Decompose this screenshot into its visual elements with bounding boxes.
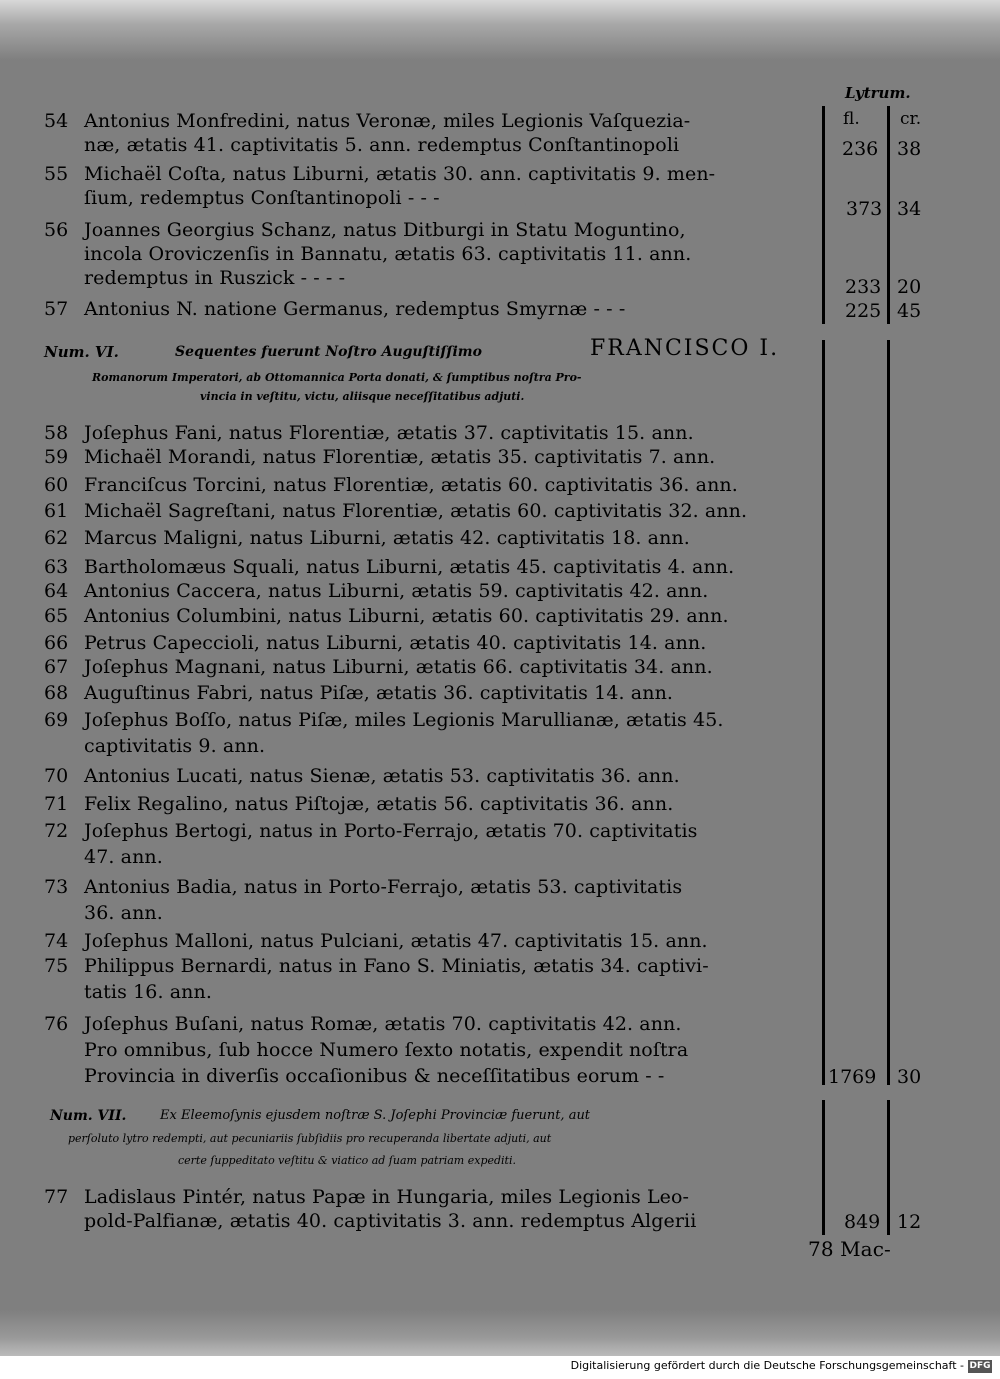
amount-cr: 38 xyxy=(897,138,922,160)
entry-number: 77 xyxy=(44,1186,69,1208)
amount-fl: 236 xyxy=(842,138,879,160)
column-rule-left xyxy=(822,1100,825,1235)
section-subtitle: certe ſuppeditato veſtitu & viatico ad ſuam patriam expediti. xyxy=(178,1154,516,1167)
amount-fl: 225 xyxy=(845,300,882,322)
amount-fl: 233 xyxy=(845,276,882,298)
entry-line: pold-Palfianæ, ætatis 40. captivitatis 3. ann. redemptus Algerii xyxy=(84,1210,697,1232)
entry-number: 68 xyxy=(44,682,69,704)
entry-number: 64 xyxy=(44,580,69,602)
entry-number: 56 xyxy=(44,219,69,241)
entry-number: 65 xyxy=(44,605,69,627)
entry-line: Franciſcus Torcini, natus Florentiæ, ætatis 60. captivitatis 36. ann. xyxy=(84,474,738,496)
column-rule-left xyxy=(822,106,825,324)
entry-number: 55 xyxy=(44,163,69,185)
section-name: FRANCISCO I. xyxy=(590,336,780,361)
entry-number: 54 xyxy=(44,110,69,132)
entry-number: 67 xyxy=(44,656,69,678)
column-rule-mid xyxy=(887,340,890,1085)
entry-number: 76 xyxy=(44,1013,69,1035)
entry-line: incola Oroviczenſis in Bannatu, ætatis 63. captivitatis 11. ann. xyxy=(84,243,692,265)
section-subtitle: perſoluto lytro redempti, aut pecuniariis ſubſidiis pro recuperanda libertate adjuti, aut xyxy=(68,1132,552,1145)
entry-number: 59 xyxy=(44,446,69,468)
entry-line: Antonius Badia, natus in Porto-Ferrajo, ætatis 53. captivitatis xyxy=(84,876,683,898)
column-rule-mid xyxy=(887,106,890,324)
amount-fl: 849 xyxy=(844,1211,881,1233)
entry-line: Antonius Monfredini, natus Veronæ, miles Legionis Vaſquezia- xyxy=(84,110,691,132)
entry-line: Antonius N. natione Germanus, redemptus Smyrnæ - - - xyxy=(84,298,626,320)
entry-line: Joſephus Fani, natus Florentiæ, ætatis 37. captivitatis 15. ann. xyxy=(84,422,694,444)
entry-number: 75 xyxy=(44,955,69,977)
amount-cr: 30 xyxy=(897,1066,922,1088)
section-label: Num. VII. xyxy=(50,1108,127,1124)
entry-number: 71 xyxy=(44,793,69,815)
entry-line: 47. ann. xyxy=(84,846,163,868)
entry-number: 62 xyxy=(44,527,69,549)
entry-line: tatis 16. ann. xyxy=(84,981,212,1003)
footer-bar xyxy=(0,1356,1000,1379)
section-subtitle: Romanorum Imperatori, ab Ottomannica Porta donati, & ſumptibus noſtra Pro- xyxy=(92,371,582,384)
section-title: Sequentes fuerunt Noſtro Auguſtiſſimo xyxy=(175,344,482,360)
entry-line: Michaël Coſta, natus Liburni, ætatis 30. ann. captivitatis 9. men- xyxy=(84,163,716,185)
entry-line: Petrus Capeccioli, natus Liburni, ætatis 40. captivitatis 14. ann. xyxy=(84,632,707,654)
amount-fl: 1769 xyxy=(828,1066,877,1088)
amount-fl: 373 xyxy=(846,198,883,220)
section-label: Num. VI. xyxy=(44,343,119,361)
entry-line: Pro omnibus, ſub hocce Numero ſexto notatis, expendit noſtra xyxy=(84,1039,689,1061)
entry-line: næ, ætatis 41. captivitatis 5. ann. redemptus Conſtantinopoli xyxy=(84,134,680,156)
entry-line: 36. ann. xyxy=(84,902,163,924)
entry-line: Joſephus Malloni, natus Pulciani, ætatis 47. captivitatis 15. ann. xyxy=(84,930,708,952)
section-title: Ex Eleemoſynis ejusdem noſtræ S. Joſephi Provinciæ fuerunt, aut xyxy=(160,1108,591,1123)
page-top-edge xyxy=(0,0,1000,60)
entry-number: 60 xyxy=(44,474,69,496)
lytrum-header: Lytrum. xyxy=(845,84,911,102)
entry-number: 66 xyxy=(44,632,69,654)
column-rule-left xyxy=(822,340,825,1085)
entry-line: Joſephus Bertogi, natus in Porto-Ferrajo, ætatis 70. captivitatis xyxy=(84,820,698,842)
entry-number: 57 xyxy=(44,298,69,320)
entry-line: Marcus Maligni, natus Liburni, ætatis 42. captivitatis 18. ann. xyxy=(84,527,690,549)
dfg-logo: DFG xyxy=(969,1361,991,1371)
entry-line: Felix Regalino, natus Piſtojæ, ætatis 56. captivitatis 36. ann. xyxy=(84,793,674,815)
cr-header: cr. xyxy=(900,109,922,129)
entry-line: Provincia in diverſis occaſionibus & neceſſitatibus eorum - - xyxy=(84,1065,665,1087)
entry-line: Antonius Columbini, natus Liburni, ætatis 60. captivitatis 29. ann. xyxy=(84,605,729,627)
entry-number: 72 xyxy=(44,820,69,842)
entry-line: captivitatis 9. ann. xyxy=(84,735,266,757)
entry-number: 58 xyxy=(44,422,69,444)
entry-line: ſium, redemptus Conſtantinopoli - - - xyxy=(84,187,440,209)
section-subtitle: vincia in veſtitu, victu, aliisque neceſſitatibus adjuti. xyxy=(200,390,525,403)
entry-line: Antonius Caccera, natus Liburni, ætatis 59. captivitatis 42. ann. xyxy=(84,580,709,602)
entry-line: Michaël Sagreſtani, natus Florentiæ, ætatis 60. captivitatis 32. ann. xyxy=(84,500,748,522)
entry-line: Auguſtinus Fabri, natus Piſæ, ætatis 36. captivitatis 14. ann. xyxy=(84,682,674,704)
footer-credit: Digitalisierung gefördert durch die Deutsche Forschungsgemeinschaft - xyxy=(570,1359,964,1372)
entry-line: redemptus in Ruszick - - - - xyxy=(84,267,346,289)
entry-line: Antonius Lucati, natus Sienæ, ætatis 53. captivitatis 36. ann. xyxy=(84,765,680,787)
entry-line: Bartholomæus Squali, natus Liburni, ætatis 45. captivitatis 4. ann. xyxy=(84,556,735,578)
entry-line: Joannes Georgius Schanz, natus Ditburgi in Statu Moguntino, xyxy=(84,219,686,241)
column-rule-mid xyxy=(887,1100,890,1235)
amount-cr: 20 xyxy=(897,276,922,298)
amount-cr: 45 xyxy=(897,300,922,322)
entry-line: Philippus Bernardi, natus in Fano S. Miniatis, ætatis 34. captivi- xyxy=(84,955,709,977)
amount-cr: 34 xyxy=(897,198,922,220)
fl-header: fl. xyxy=(843,109,860,129)
page-bottom-edge xyxy=(0,1310,1000,1356)
entry-line: Ladislaus Pintér, natus Papæ in Hungaria, miles Legionis Leo- xyxy=(84,1186,690,1208)
entry-number: 70 xyxy=(44,765,69,787)
catchword: 78 Mac- xyxy=(808,1237,891,1261)
entry-line: Michaël Morandi, natus Florentiæ, ætatis 35. captivitatis 7. ann. xyxy=(84,446,716,468)
entry-number: 63 xyxy=(44,556,69,578)
amount-cr: 12 xyxy=(897,1211,922,1233)
entry-number: 69 xyxy=(44,709,69,731)
entry-line: Joſephus Magnani, natus Liburni, ætatis 66. captivitatis 34. ann. xyxy=(84,656,713,678)
entry-number: 73 xyxy=(44,876,69,898)
entry-line: Joſephus Boſſo, natus Piſæ, miles Legionis Marullianæ, ætatis 45. xyxy=(84,709,724,731)
entry-number: 61 xyxy=(44,500,69,522)
entry-line: Joſephus Buſani, natus Romæ, ætatis 70. captivitatis 42. ann. xyxy=(84,1013,682,1035)
entry-number: 74 xyxy=(44,930,69,952)
